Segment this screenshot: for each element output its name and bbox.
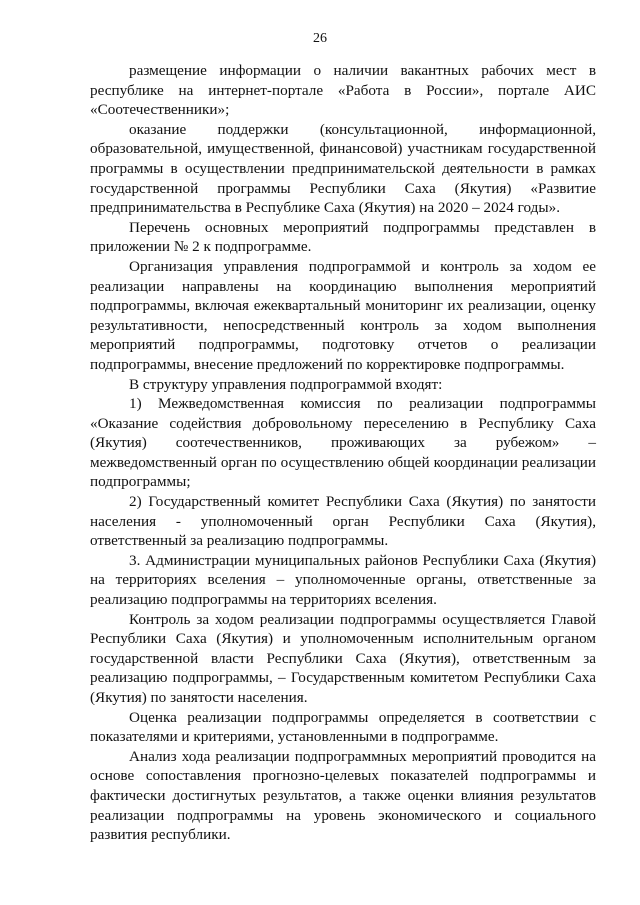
paragraph-item-state-committee: 2) Государственный комитет Республики Саха (Якутия) по занятости населения - уполномоченный орган Республики Саха (Якутия), ответственный за реализацию подпрограммы. xyxy=(90,493,596,550)
paragraph-control: Контроль за ходом реализации подпрограммы осуществляется Главой Республики Саха (Якутия) и уполномоченным исполнительным органом государственной власти Республики Саха (Якутия), ответственным за реализацию подпрограммы, – Государственным комитетом Республики Саха (Якутия) по занятости населения. xyxy=(90,610,596,706)
page-number: 26 xyxy=(313,31,327,46)
paragraph-item-commission: 1) Межведомственная комиссия по реализации подпрограммы «Оказание содействия добровольному переселению в Республику Саха (Якутия) соотечественников, проживающих за рубежом» – межведомственный орган по осуществлению общей координации реализации подпрограммы; xyxy=(90,395,596,491)
paragraph-management-structure: В структуру управления подпрограммой входят: xyxy=(129,375,443,393)
paragraph-activities-list: Перечень основных мероприятий подпрограммы представлен в приложении № 2 к подпрограмме. xyxy=(90,218,596,256)
paragraph-item-municipal-administrations: 3. Администрации муниципальных районов Республики Саха (Якутия) на территориях вселения – уполномоченные органы, ответственные за реализацию подпрограммы на территориях вселения. xyxy=(90,551,596,609)
document-body xyxy=(90,61,596,845)
paragraph-analysis: Анализ хода реализации подпрограммных мероприятий проводится на основе сопоставления прогнозно-целевых показателей подпрограммы и фактически достигнутых результатов, а также оценки влияния результатов реализации подпрограммы на уровень экономического и социального развития республики. xyxy=(90,747,596,844)
paragraph-evaluation: Оценка реализации подпрограммы определяется в соответствии с показателями и критериями, установленными в подпрограмме. xyxy=(90,708,596,746)
paragraph-business-support: оказание поддержки (консультационной, информационной, образовательной, имущественной, финансовой) участникам государственной программы в осуществлении предпринимательской деятельности в рамках государственной программы Республики Саха (Якутия) «Развитие предпринимательства в Республике Саха (Якутия) на 2020 – 2024 годы». xyxy=(90,120,596,217)
paragraph-management-organization: Организация управления подпрограммой и контроль за ходом ее реализации направлены на координацию выполнения мероприятий подпрограммы, включая ежеквартальный мониторинг их реализации, оценку результативности, непосредственный контроль за ходом выполнения мероприятий подпрограммы, подготовку отчетов о реализации подпрограммы, внесение предложений по корректировке подпрограммы. xyxy=(90,257,596,373)
paragraph-vacancy-info: размещение информации о наличии вакантных рабочих мест в республике на интернет-портале «Работа в России», портале АИС «Соотечественники»; xyxy=(90,62,596,119)
